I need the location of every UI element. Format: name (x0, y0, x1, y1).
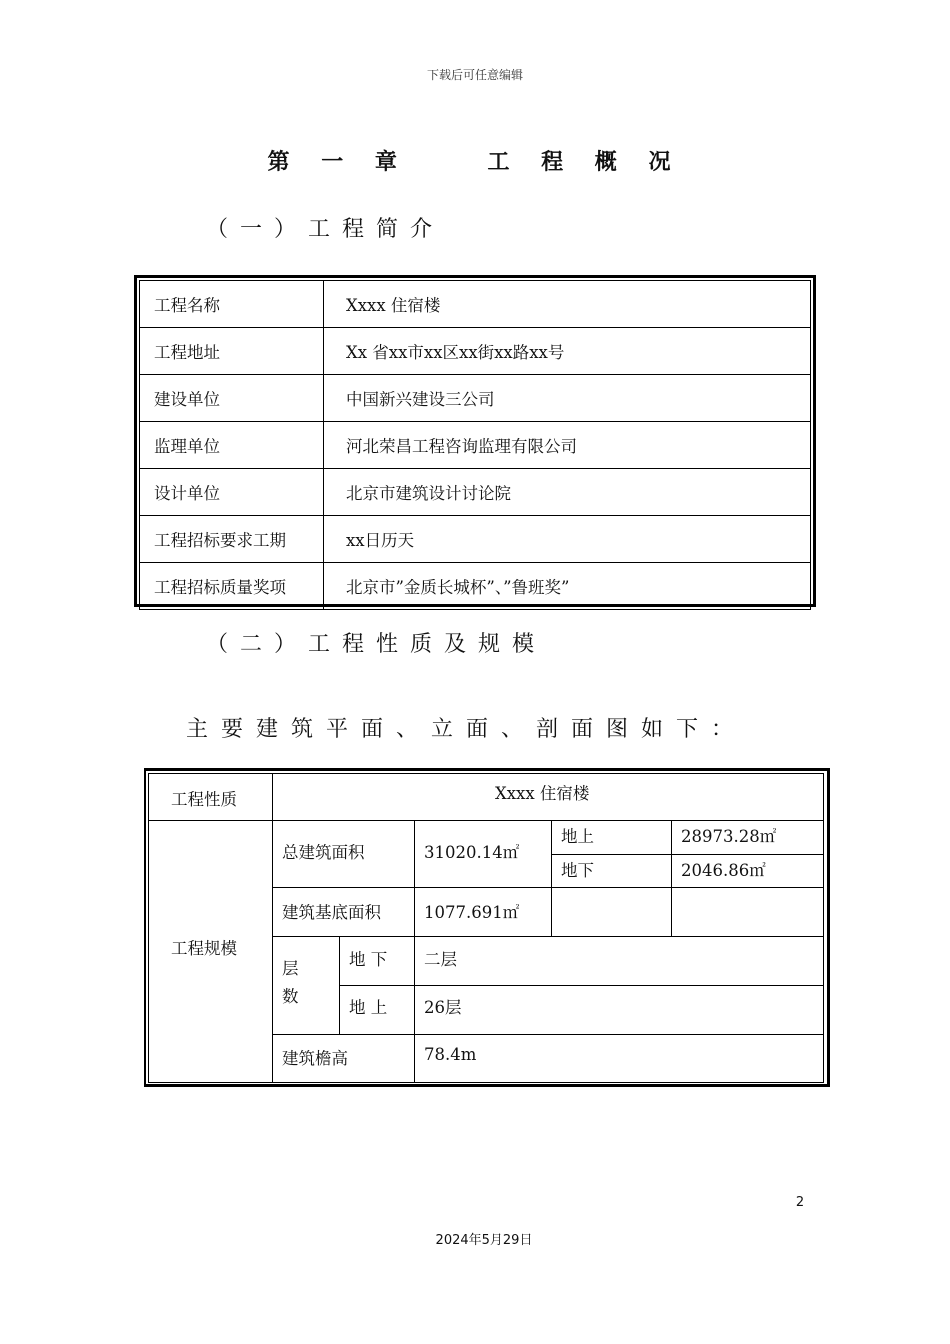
intro-table-row (140, 328, 811, 375)
empty-cell-1 (551, 887, 672, 937)
intro-row-label: 工程名称 (140, 281, 324, 328)
below-value: 2046.86㎡ (681, 861, 766, 880)
intro-row-value: xx日历天 (324, 516, 811, 563)
intro-row-label: 建设单位 (140, 375, 324, 422)
intro-row-value: Xx 省xx市xx区xx街xx路xx号 (324, 328, 811, 375)
project-scale-table (144, 768, 830, 1087)
total-area-value: 31020.14㎡ (424, 843, 520, 862)
floors-label-2: 数 (282, 987, 299, 1006)
nature-label-cell (148, 773, 273, 821)
height-label: 建筑檐高 (282, 1049, 348, 1068)
floors-label-cell (272, 936, 340, 1035)
below-value-cell (671, 854, 824, 888)
intro-table-row (140, 281, 811, 328)
height-label-cell (272, 1034, 415, 1083)
scale-label: 工程规模 (171, 939, 237, 958)
intro-row-label: 工程地址 (140, 328, 324, 375)
intro-table-row (140, 469, 811, 516)
base-area-value-cell (414, 887, 552, 937)
total-area-label-cell (272, 820, 415, 888)
intro-row-label: 工程招标质量奖项 (140, 563, 324, 610)
intro-row-value: 北京市建筑设计讨论院 (324, 469, 811, 516)
below-label-cell (551, 854, 672, 888)
total-area-label: 总建筑面积 (282, 843, 365, 862)
base-area-value: 1077.691㎡ (424, 903, 520, 922)
header-note: 下载后可任意编辑 (426, 68, 523, 82)
empty-cell-2 (671, 887, 824, 937)
page-number: 2 (795, 1195, 805, 1210)
footer-date: 2024年5月29日 (435, 1233, 533, 1248)
intro-row-label: 监理单位 (140, 422, 324, 469)
intro-table-row (140, 422, 811, 469)
intro-row-label: 工程招标要求工期 (140, 516, 324, 563)
chapter-title: 第 一 章 工 程 概 况 (267, 150, 683, 175)
nature-label: 工程性质 (171, 790, 237, 809)
above-label-cell (551, 820, 672, 855)
section-title-scale: （二）工程性质及规模 (206, 632, 547, 657)
intro-table-row (140, 563, 811, 610)
total-area-value-cell (414, 820, 552, 888)
floors-below-label: 地 下 (349, 950, 388, 969)
base-area-label-cell (272, 887, 415, 937)
intro-row-label: 设计单位 (140, 469, 324, 516)
intro-row-value: 北京市”金质长城杯”、”鲁班奖” (324, 563, 811, 610)
floors-above-value-cell (414, 985, 824, 1035)
base-area-label: 建筑基底面积 (282, 903, 381, 922)
floors-above-label-cell (339, 985, 415, 1035)
below-label: 地下 (561, 861, 594, 880)
height-value: 78.4m (424, 1045, 477, 1064)
intro-table-row (140, 516, 811, 563)
above-value-cell (671, 820, 824, 855)
intro-row-value: 河北荣昌工程咨询监理有限公司 (324, 422, 811, 469)
nature-value: Xxxx 住宿楼 (495, 784, 590, 803)
nature-value-cell (272, 773, 824, 821)
above-label: 地上 (561, 827, 594, 846)
project-intro-table (134, 275, 816, 607)
floors-below-value: 二层 (424, 950, 457, 969)
intro-row-value: 中国新兴建设三公司 (324, 375, 811, 422)
height-value-cell (414, 1034, 824, 1083)
scale-label-cell (148, 820, 273, 1083)
intro-table-row (140, 375, 811, 422)
floors-label-1: 层 (282, 959, 299, 978)
section-title-intro: （一）工程简介 (206, 217, 445, 242)
above-value: 28973.28㎡ (681, 827, 777, 846)
floors-above-value: 26层 (424, 998, 462, 1017)
floors-above-label: 地 上 (349, 998, 388, 1017)
floors-below-value-cell (414, 936, 824, 986)
drawings-intro-line: 主要建筑平面、立面、剖面图如下： (186, 717, 747, 742)
floors-below-label-cell (339, 936, 415, 986)
intro-row-value: Xxxx 住宿楼 (324, 281, 811, 328)
